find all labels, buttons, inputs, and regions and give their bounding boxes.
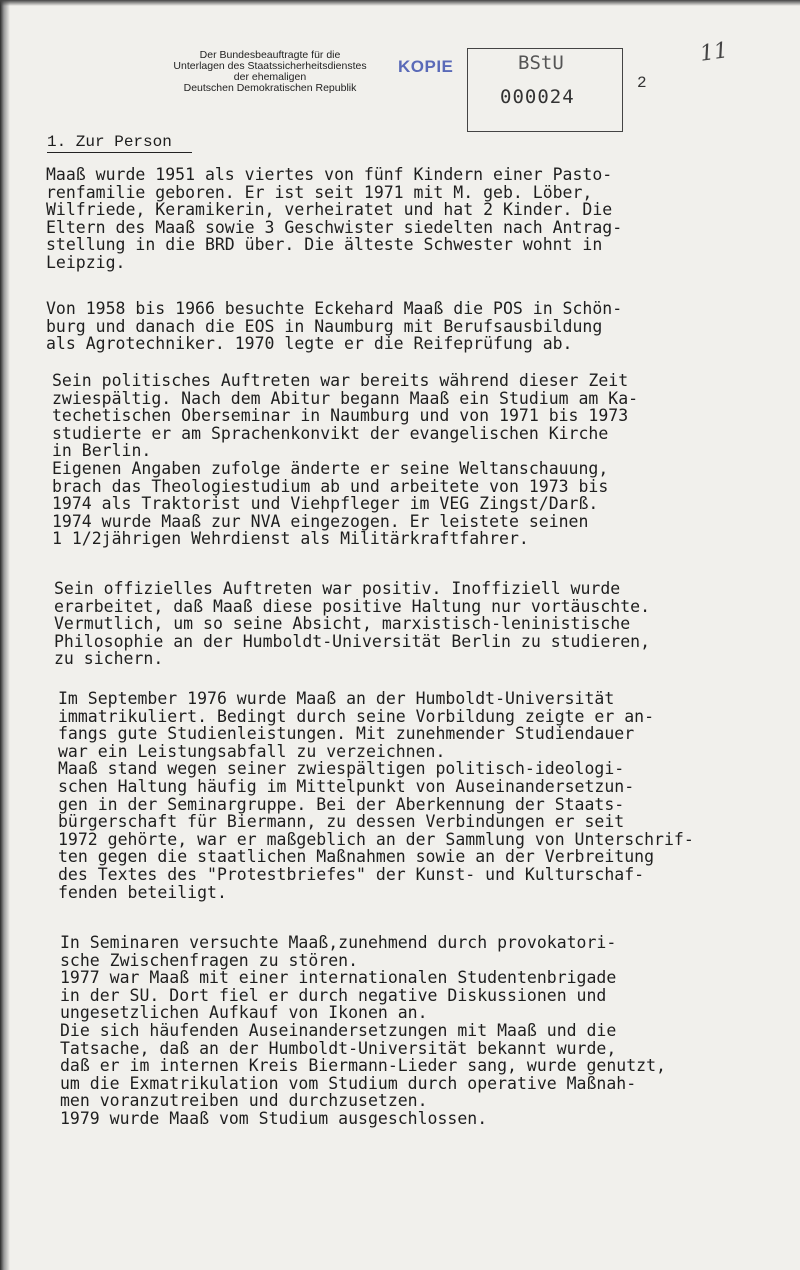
text-line: zwiespältig. Nach dem Abitur begann Maaß ein Studium am Ka- [52, 388, 639, 408]
text-line: 1979 wurde Maaß vom Studium ausgeschlossen. [60, 1108, 488, 1128]
text-line: men voranzutreiben und durchzusetzen. [60, 1091, 428, 1111]
paragraph-biography [46, 166, 622, 272]
text-line: 1 1/2jährigen Wehrdienst als Militärkraftfahrer. [52, 529, 529, 549]
authority-header [145, 50, 395, 94]
text-line: sche Zwischenfragen zu stören. [60, 950, 359, 970]
authority-line: der ehemaligen [233, 71, 307, 83]
text-line: Leipzig. [46, 252, 126, 272]
text-line: gen in der Seminargruppe. Bei der Aberkennung der Staats- [58, 794, 625, 814]
text-line: Maaß wurde 1951 als viertes von fünf Kindern einer Pasto- [46, 165, 613, 184]
text-line: ungesetzlichen Aufkauf von Ikonen an. [60, 1003, 428, 1023]
text-line: in der SU. Dort fiel er durch negative Diskussionen und [60, 985, 607, 1005]
text-line: des Textes des "Protestbriefes" der Kunst- und Kulturschaf- [58, 864, 645, 884]
text-line: zu sichern. [54, 649, 164, 669]
text-line: Tatsache, daß an der Humboldt-Universität bekannt wurde, [60, 1038, 617, 1058]
text-line: war ein Leistungsabfall zu verzeichnen. [58, 741, 446, 761]
archive-number: 000024 [500, 86, 575, 108]
authority-line: Deutschen Demokratischen Republik [183, 82, 357, 94]
text-line: techetischen Oberseminar in Naumburg und von 1971 bis 1973 [52, 406, 629, 426]
archive-label: BStU [518, 52, 564, 74]
text-line: um die Exmatrikulation vom Studium durch operative Maßnah- [60, 1073, 637, 1093]
text-line: Vermutlich, um so seine Absicht, marxistisch-leninistische [54, 614, 631, 634]
page-number: 2 [637, 74, 647, 92]
text-line: 1974 wurde Maaß zur NVA eingezogen. Er leistete seinen [52, 511, 589, 531]
text-line: studierte er am Sprachenkonvikt der evangelischen Kirche [52, 423, 609, 443]
text-line: Die sich häufenden Auseinandersetzungen mit Maaß und die [60, 1020, 617, 1040]
text-line: Eigenen Angaben zufolge änderte er seine Weltanschauung, [52, 458, 609, 478]
text-line: Sein politisches Auftreten war bereits während dieser Zeit [52, 371, 629, 390]
text-line: als Agrotechniker. 1970 legte er die Reifeprüfung ab. [46, 334, 573, 354]
text-line: Wilfriede, Keramikerin, verheiratet und hat 2 Kinder. Die [46, 200, 613, 220]
text-line: 1977 war Maaß mit einer internationalen Studentenbrigade [60, 968, 617, 988]
text-line: In Seminaren versuchte Maaß,zunehmend durch provokatori- [60, 933, 617, 952]
text-line: schen Haltung häufig im Mittelpunkt von Auseinandersetzun- [58, 776, 635, 796]
text-line: Philosophie an der Humboldt-Universität Berlin zu studieren, [54, 631, 651, 651]
paragraph-university [58, 690, 694, 901]
text-line: brach das Theologiestudium ab und arbeitete von 1973 bis [52, 476, 609, 496]
text-line: bürgerschaft für Biermann, zu dessen Verbindungen er seit [58, 812, 625, 832]
text-line: Sein offizielles Auftreten war positiv. Inoffiziell wurde [54, 579, 621, 598]
text-line: stellung in die BRD über. Die älteste Schwester wohnt in [46, 235, 603, 255]
text-line: burg und danach die EOS in Naumburg mit Berufsausbildung [46, 316, 603, 336]
text-line: in Berlin. [52, 441, 152, 461]
text-line: Eltern des Maaß sowie 3 Geschwister siedelten nach Antrag- [46, 217, 623, 237]
text-line: daß er im internen Kreis Biermann-Lieder sang, wurde genutzt, [60, 1056, 666, 1076]
text-line: Von 1958 bis 1966 besuchte Eckehard Maaß die POS in Schön- [46, 299, 623, 318]
text-line: renfamilie geboren. Er ist seit 1971 mit M. geb. Löber, [46, 182, 593, 202]
text-line: fenden beteiligt. [58, 882, 227, 902]
text-line: ten gegen die staatlichen Maßnahmen sowie an der Verbreitung [58, 847, 655, 867]
paragraph-education [46, 300, 622, 353]
text-line: 1972 gehörte, war er maßgeblich an der Sammlung von Unterschrif- [58, 829, 694, 849]
paragraph-official-conduct [54, 580, 650, 668]
text-line: Im September 1976 wurde Maaß an der Humboldt-Universität [58, 689, 615, 708]
text-line: Maaß stand wegen seiner zwiespältigen politisch-ideologi- [58, 759, 625, 779]
text-line: erarbeitet, daß Maaß diese positive Haltung nur vortäuschte. [54, 596, 651, 616]
page-left-edge [0, 0, 10, 1270]
text-line: fangs gute Studienleistungen. Mit zunehmender Studiendauer [58, 724, 635, 744]
section-heading: 1. Zur Person [47, 133, 192, 153]
authority-line: Der Bundesbeauftragte für die [199, 49, 341, 61]
paragraph-seminars [60, 934, 666, 1128]
paragraph-political-conduct [52, 372, 638, 548]
authority-line: Unterlagen des Staatssicherheitsdienstes [173, 60, 367, 72]
text-line: immatrikuliert. Bedingt durch seine Vorbildung zeigte er an- [58, 706, 655, 726]
page-top-edge [0, 0, 800, 6]
copy-stamp: KOPIE [398, 57, 454, 76]
text-line: 1974 als Traktorist und Viehpfleger im VEG Zingst/Darß. [52, 494, 599, 514]
handwritten-folio-number: 11 [698, 38, 730, 67]
